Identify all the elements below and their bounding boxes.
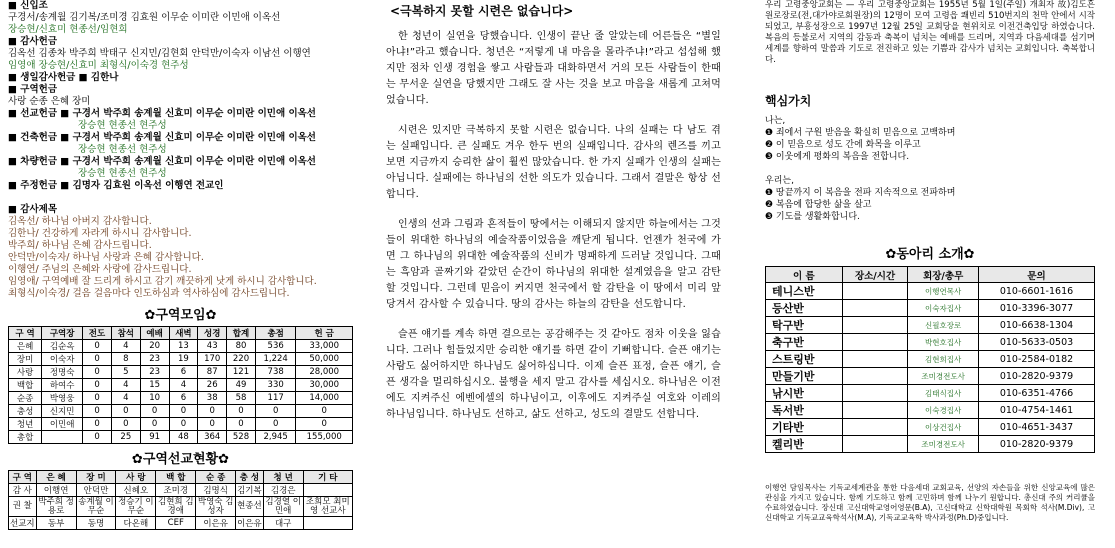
club-row [766,351,1095,368]
table-cell: 백합 [9,379,42,392]
table-cell: 23 [140,366,169,379]
table-cell: 13 [169,340,198,353]
core-value-line: 나는, [765,116,786,126]
club-cell: 김현희집사 [908,351,979,368]
table-cell: 감 사 [9,484,37,497]
group-mission-table [8,470,353,530]
table-cell [303,517,352,530]
table-header-cell: 구역장 [42,327,83,340]
table-header-cell: 성경 [198,327,227,340]
table-cell: 19 [169,353,198,366]
table-cell: 김경열 이민애 [263,497,303,517]
club-cell: 독서반 [766,402,843,419]
article-body [386,29,721,423]
table-cell: 15 [140,379,169,392]
club-cell: 010-4651-3437 [978,419,1094,436]
club-row [766,300,1095,317]
table-cell: 170 [198,353,227,366]
table-cell: 신지민 [42,405,83,418]
table-cell [303,484,352,497]
club-cell [842,317,908,334]
table-cell: 대구 [263,517,303,530]
news-line: 장승현 현종선 현주성 [78,120,167,131]
table-cell: 0 [83,353,112,366]
table-cell: 6 [169,392,198,405]
table-cell: 0 [198,405,227,418]
core-values [765,115,1095,223]
club-row [766,402,1095,419]
club-cell [842,436,908,453]
table-cell: 송계월 이무순 [76,497,116,517]
news-line: 안덕만/이숙자/ 하나님 사랑과 은혜 감사합니다. [8,252,204,263]
news-line [8,192,353,204]
club-cell: 박현호집사 [908,334,979,351]
club-cell: 기타반 [766,419,843,436]
news-line: 임영애/ 구역예배 잘 드리게 하시고 감기 깨끗하게 낫게 하시니 감사합니다. [8,276,317,287]
club-row [766,368,1095,385]
article-paragraph: 인생의 선과 그림과 흔적들이 땅에서는 이해되지 않지만 하늘에서는 그것들이 위대한 하나님의 예술작품이었음을 깨닫게 됩니다. 언젠가 천국에 가면 그 하나님의 위대한 예술작품의 신비가 명패하게 드러날 것입니다. 그때는 흑암과 골짜기와 같았던 순간이 하나님의 위대한 설계였음을 알고 감탄할 것입니다. 그런데 믿음이 커지면 천국에서 할 감탄을 이 땅에서 미리 앞당겨서 감사할 수 있습니다. 땅의 감사는 하늘의 감탄을 선도합니다. [386,219,721,310]
news-line: 임영애 장승현/신효미 최형식/이숙경 현주성 [8,60,189,71]
table-cell: 다온해 [116,517,156,530]
club-cell: 010-6351-4766 [978,385,1094,402]
table-cell: 정명숙 [42,366,83,379]
club-cell [842,334,908,351]
table-header-cell: 충 성 [236,471,264,484]
table-cell: 91 [140,431,169,444]
table-header-cell: 합계 [227,327,256,340]
table-cell: 0 [83,392,112,405]
table-cell: 33,000 [296,340,353,353]
article-paragraph: 한 청년이 실연을 당했습니다. 인생이 끝난 줄 알았는데 어른들은 “별일 아냐!”라고 했습니다. 청년은 “저렇게 내 마음을 몰라주냐!”라고 섭섭해 했지만 점차 인생 경험을 쌓고 사람들과 대화하면서 거의 모든 사람들이 한때는 무서운 실연을 당했지만 그래도 잘 사는 것을 보고 마음을 새롭게 고쳐먹었습니다. [386,31,721,106]
table-cell: 안덕만 [76,484,116,497]
table-cell: 청년 [9,418,42,431]
table-cell: 0 [227,418,256,431]
table-row [9,431,353,444]
club-cell: 010-2820-9379 [978,436,1094,453]
table-cell: 순종 [9,392,42,405]
club-cell: 010-6601-1616 [978,283,1094,300]
table-cell: 28,000 [296,366,353,379]
group-mission-title: ✿구역선교현황✿ [131,452,230,467]
table-cell: 43 [198,340,227,353]
table-cell [42,431,83,444]
club-cell: 만들기반 [766,368,843,385]
table-header-cell: 전도 [83,327,112,340]
table-cell: 0 [83,405,112,418]
table-cell: 2,945 [255,431,296,444]
club-row [766,419,1095,436]
table-cell: 박주희 정용로 [36,497,76,517]
table-header-cell: 장 미 [76,471,116,484]
table-cell: 이행연 [36,484,76,497]
table-header-cell: 참석 [111,327,140,340]
club-cell [842,300,908,317]
news-line: 사랑 순종 은혜 장미 [8,96,91,107]
table-cell: 0 [296,405,353,418]
core-value-line: 우리는, [765,176,794,186]
club-cell: 조미경전도사 [908,436,979,453]
news-line: 박주희/ 하나님 은혜 감사드립니다. [8,240,152,251]
table-cell: 동명 [76,517,116,530]
club-cell [842,283,908,300]
table-cell: 364 [198,431,227,444]
table-cell: 0 [169,405,198,418]
table-cell: 58 [227,392,256,405]
article-title: <극복하지 못할 시련은 없습니다> [390,4,574,18]
table-cell: 330 [255,379,296,392]
club-header-cell: 회장/총무 [908,267,979,283]
table-header-cell: 사 랑 [116,471,156,484]
table-cell: 김현희 김경애 [156,497,196,517]
core-value-line: ❶ 죄에서 구원 받음을 확실히 믿음으로 고백하며 [765,128,956,138]
table-header-cell: 순 종 [196,471,236,484]
table-cell: CEF [156,517,196,530]
core-value-line: ❷ 이 믿음으로 성도 간에 화목을 이루고 [765,140,921,150]
table-cell: 이은유 [236,517,264,530]
news-line: ■ 감사헌금 [8,36,57,47]
table-cell: 0 [83,366,112,379]
table-header-cell: 청 년 [263,471,303,484]
table-cell: 이민애 [42,418,83,431]
table-header-cell: 새벽 [169,327,198,340]
news-line: 이행연/ 주님의 은혜와 사랑에 감사드립니다. [8,264,192,275]
table-cell: 0 [169,418,198,431]
club-cell: 010-5633-0503 [978,334,1094,351]
table-cell: 0 [83,418,112,431]
club-cell: 김태식집사 [908,385,979,402]
table-row [9,353,353,366]
table-cell: 충성 [9,405,42,418]
table-cell: 25 [111,431,140,444]
table-cell: 0 [140,405,169,418]
club-cell [842,419,908,436]
news-line: ■ 선교헌금 ■ 구경서 박주희 송계월 신효미 이무순 이미란 이민애 이옥선 [8,108,316,119]
table-row [9,366,353,379]
club-cell: 켈리반 [766,436,843,453]
club-title: ✿동아리 소개✿ [885,247,975,262]
table-cell: 박영웅 [42,392,83,405]
table-cell: 117 [255,392,296,405]
club-row [766,385,1095,402]
club-row [766,436,1095,453]
table-cell: 220 [227,353,256,366]
table-cell: 4 [111,340,140,353]
news-line: ■ 건축헌금 ■ 구경서 박주희 송계월 신효미 이무순 이미란 이민애 이옥선 [8,132,316,143]
article-paragraph: 슬픈 얘기를 계속 하면 결으로는 공감해주는 것 같아도 점차 이웃을 잃습니다. 그러나 힘들었지만 승리한 얘기를 하면 같이 기뻐합니다. 슬픈 얘기는 사람도 싫어하지만 하나님도 싫어하십니다. 이제 슬픈 표정, 슬픈 얘기, 슬픈 생각을 멀리하십시오. 불행을 세지 말고 감사를 세십시오. 하나님은 이전에도 지켜주신 에벤에셀의 하나님이고, 이후에도 지켜주실 여호와 이레의 하나님입니다. 하나님도 선하고, 삶도 선하고, 성도의 결말도 선합니다. [386,329,721,420]
news-line: ■ 신입조 [8,0,48,11]
church-news [8,0,353,300]
table-cell: 155,000 [296,431,353,444]
table-cell: 4 [111,379,140,392]
table-header-cell: 은 혜 [36,471,76,484]
table-cell: 1,224 [255,353,296,366]
club-cell: 이숙경집사 [908,402,979,419]
table-cell: 10 [140,392,169,405]
table-header-cell: 백 합 [156,471,196,484]
club-cell: 조미경전도사 [908,368,979,385]
left-column [8,0,353,548]
table-cell: 0 [255,418,296,431]
table-cell: 0 [83,340,112,353]
table-cell: 0 [83,379,112,392]
table-cell: 권 찰 [9,497,37,517]
news-line: 김한나/ 건강하게 자라게 하시니 감사합니다. [8,228,192,239]
table-cell: 0 [140,418,169,431]
table-cell: 김경은 [263,484,303,497]
table-cell: 이은유 [196,517,236,530]
table-header-cell: 기 타 [303,471,352,484]
table-cell: 38 [198,392,227,405]
table-cell: 49 [227,379,256,392]
table-cell: 14,000 [296,392,353,405]
group-meeting-table [8,326,353,444]
club-cell: 010-2820-9379 [978,368,1094,385]
table-header-cell: 예배 [140,327,169,340]
club-cell: 010-6638-1304 [978,317,1094,334]
club-cell: 이행연목사 [908,283,979,300]
table-cell: 536 [255,340,296,353]
table-cell: 신혜오 [116,484,156,497]
club-cell: 010-4754-1461 [978,402,1094,419]
core-value-line: ❸ 기도를 생활화합니다. [765,212,860,222]
news-line: 최형식/이숙경/ 걸음 걸음마다 인도하심과 역사하심에 감사드립니다. [8,288,290,299]
club-row [766,283,1095,300]
table-cell: 박영숙 김성자 [196,497,236,517]
table-cell: 738 [255,366,296,379]
news-line: ■ 차량헌금 ■ 구경서 박주희 송계월 신효미 이무순 이미란 이민애 이옥선 [8,156,316,167]
table-header-cell: 헌 금 [296,327,353,340]
club-cell: 탁구반 [766,317,843,334]
table-cell: 0 [83,431,112,444]
table-cell: 23 [140,353,169,366]
table-cell: 4 [111,392,140,405]
table-cell: 이숙자 [42,353,83,366]
club-cell [842,385,908,402]
table-cell: 30,000 [296,379,353,392]
news-line: ■ 구역헌금 [8,84,57,95]
club-table [765,266,1095,453]
table-cell: 은혜 [9,340,42,353]
core-values-title: 핵심가치 [765,94,812,108]
table-cell: 김기복 [236,484,264,497]
table-cell: 5 [111,366,140,379]
club-cell: 이상건집사 [908,419,979,436]
table-cell: 0 [227,405,256,418]
news-line: 장승현 현종선 현주성 [78,168,167,179]
club-header-cell: 장소/시간 [842,267,908,283]
news-line: 김옥선 김종차 박주희 박태구 신지민/김현회 안덕만/이숙자 이남선 이행연 [8,48,311,59]
club-cell: 스트링반 [766,351,843,368]
core-value-line: ❶ 땅끝까지 이 복음을 전파 지속적으로 전파하며 [765,188,956,198]
article-paragraph: 시련은 있지만 극복하지 못할 시련은 없습니다. 나의 실패는 다 남도 겪는 실패입니다. 큰 실패도 겨우 한두 번의 실패입니다. 감사의 렌즈를 끼고 보면 지금까지 승리한 삶이 훨씬 많았습니다. 한 가지 실패가 인생의 실패는 아닙니다. 실패에는 하나님의 선한 의도가 있습니다. 그래서 결말은 항상 선합니다. [386,125,721,200]
middle-column [386,0,721,548]
core-value-line: ❸ 이웃에게 평화의 복음을 전합니다. [765,152,910,162]
table-row [9,497,353,517]
club-cell [842,368,908,385]
table-cell: 총합 [9,431,42,444]
club-row [766,317,1095,334]
table-header-cell: 구 역 [9,327,42,340]
table-cell: 하여수 [42,379,83,392]
club-cell: 신필호장로 [908,317,979,334]
news-line: ■ 생일감사헌금 ■ 김한나 [8,72,119,83]
right-column [765,0,1095,548]
group-meeting-title: ✿구역모임✿ [144,308,217,323]
club-cell: 등산반 [766,300,843,317]
table-row [9,340,353,353]
news-line: 장승현 현종선 현주성 [78,144,167,155]
club-cell: 낚시반 [766,385,843,402]
table-cell: 8 [111,353,140,366]
table-cell: 정승기 이무순 [116,497,156,517]
core-value-line [765,163,1095,175]
table-cell: 121 [227,366,256,379]
news-line: 장승현/신효미 현종선/임현희 [8,24,128,35]
club-header-cell: 이 름 [766,267,843,283]
table-cell: 조희모 최미영 선교사 [303,497,352,517]
news-line: 구경서/송계월 김기복/조미경 김효원 이무순 이미란 이민애 이옥선 [8,12,281,23]
club-cell: 테니스반 [766,283,843,300]
table-cell: 0 [296,418,353,431]
table-cell: 50,000 [296,353,353,366]
club-header-cell: 문의 [978,267,1094,283]
core-value-line: ❷ 복음에 합당한 삶을 살고 [765,200,872,210]
table-cell: 20 [140,340,169,353]
table-header-cell: 구 역 [9,471,37,484]
table-cell: 현종선 [236,497,264,517]
club-cell: 010-3396-3077 [978,300,1094,317]
table-cell: 0 [111,405,140,418]
table-row [9,379,353,392]
table-cell: 0 [198,418,227,431]
table-row [9,517,353,530]
table-cell: 87 [198,366,227,379]
table-cell: 80 [227,340,256,353]
table-cell: 4 [169,379,198,392]
table-header-cell: 총점 [255,327,296,340]
table-row [9,392,353,405]
news-line: ■ 주정헌금 ■ 김명자 김효원 이옥선 이행연 전교인 [8,180,224,191]
table-cell: 장미 [9,353,42,366]
news-line: 김옥선/ 하나님 아버지 감사합니다. [8,216,152,227]
table-cell: 선교지 [9,517,37,530]
table-cell: 동부 [36,517,76,530]
table-cell: 사랑 [9,366,42,379]
news-line: ■ 감사제목 [8,204,57,215]
club-cell [842,402,908,419]
table-cell: 0 [111,418,140,431]
table-cell: 0 [255,405,296,418]
table-cell: 6 [169,366,198,379]
table-cell: 김순옥 [42,340,83,353]
table-cell: 48 [169,431,198,444]
church-intro: 우리 고령중앙교회는 — 우리 고령중앙교회는 1955년 5월 1일(주일) 개최자 故)김도흔원로장로(전,대가야로회원장)의 12명이 모여 고령읍 쾌빈리 510번지의 천막 안에서 시작되었고, 부흥성장으로 1997년 12월 25일 교회당을 현위치로 이전건축입당 하였습니다. 복음의 등불로서 지역의 감동과 축복이 넘치는 예배를 드리며, 지역과 다음세대를 섬기며 세계를 향하여 말씀과 기도로 전진하고 있는 기쁨과 감사가 넘치는 교회입니다. 축복합니다. [765,0,1095,65]
club-row [766,334,1095,351]
table-cell: 김명식 [196,484,236,497]
club-cell: 축구반 [766,334,843,351]
table-row [9,418,353,431]
club-cell: 이숙자집사 [908,300,979,317]
table-row [9,405,353,418]
club-cell: 010-2584-0182 [978,351,1094,368]
club-cell [842,351,908,368]
table-cell: 26 [198,379,227,392]
table-row [9,484,353,497]
pastor-bio: 이행연 담임목사는 기독교세계관을 통한 다음세대 교회교육, 선양의 자손들을 위한 신앙교육에 많은 관심을 가지고 있습니다. 함께 기도하고 함께 고민하며 함께 나누기 원합니다. 총신대 주의 커리큘을 수료하였습니다. 장신대 고신대학교영어영문(B.A), 고신대학교 신학대학원 목회학 석사(M.Div), 고신대학교 기독교교육학석사(M.A), 기독교교육학 박사과정(Ph.D)중입니다. [765,483,1095,522]
table-cell: 조미경 [156,484,196,497]
table-cell: 528 [227,431,256,444]
